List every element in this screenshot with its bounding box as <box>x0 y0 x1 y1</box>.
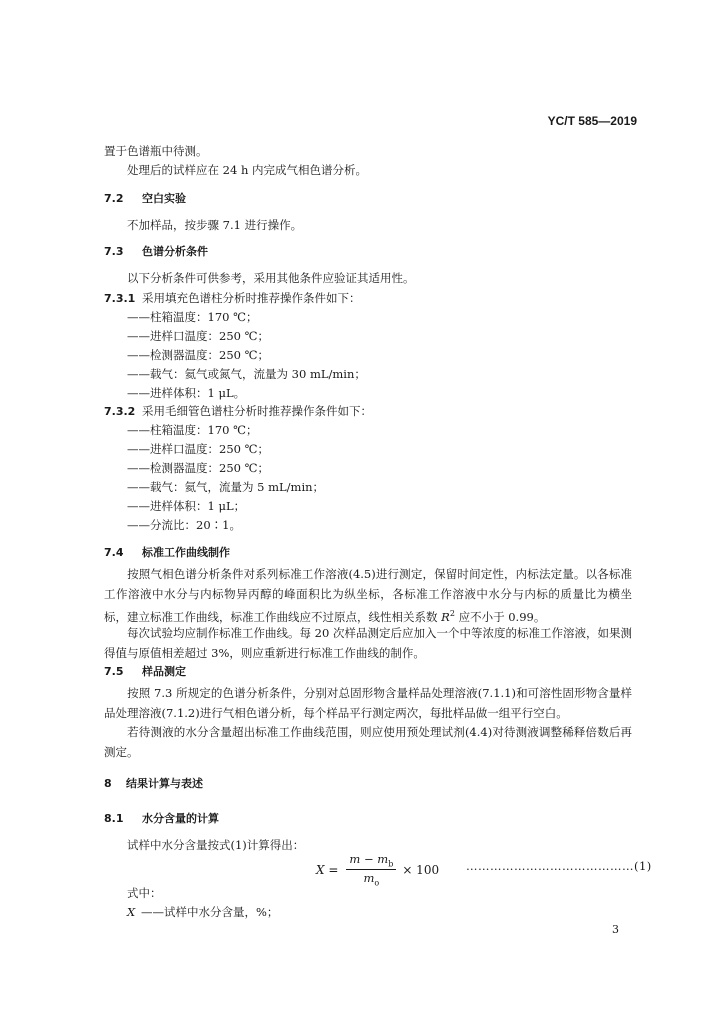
formula-1 <box>316 852 439 888</box>
page-number: 3 <box>612 923 619 936</box>
section-number: 7.2 <box>104 192 124 205</box>
text-line: 处理后的试样应在 24 h 内完成气相色谱分析。 <box>127 163 368 177</box>
section-title: 空白实验 <box>142 192 186 205</box>
section-number: 7.5 <box>104 665 124 678</box>
subsection-number: 7.3.2 <box>104 405 136 418</box>
subsection-text: 采用填充色谱柱分析时推荐操作条件如下： <box>142 291 361 305</box>
formula-numerator: $m - m_b$ <box>346 852 396 870</box>
paragraph: 每次试验均应制作标准工作曲线。每 20 次样品测定后应加入一个中等浓度的标准工作溶液，如果测得值与原值相差超过 3%，则应重新进行标准工作曲线的制作。 <box>104 626 632 660</box>
list-item: ——分流比：20∶1。 <box>127 518 241 532</box>
list-item: ——载气：氦气或氮气，流量为 30 mL/min； <box>127 367 366 381</box>
list-item: ——进样体积：1 μL。 <box>127 386 246 400</box>
section-title: 样品测定 <box>142 665 186 678</box>
formula-multiplier: × 100 <box>402 862 440 877</box>
paragraph: 不加样品，按步骤 7.1 进行操作。 <box>127 218 303 232</box>
variable-definition <box>127 905 278 920</box>
section-number: 7.3 <box>104 245 124 258</box>
subsection-number: 7.3.1 <box>104 292 136 305</box>
symbol-r: R <box>441 609 450 624</box>
section-title: 结果计算与表述 <box>126 777 203 790</box>
formula-denominator: $m_o$ <box>363 871 380 888</box>
section-number: 8 <box>104 777 112 790</box>
section-title: 水分含量的计算 <box>142 812 219 825</box>
section-number: 7.4 <box>104 546 124 559</box>
standard-number: YC/T 585—2019 <box>547 114 637 128</box>
list-item: ——柱箱温度：170 ℃； <box>127 423 258 437</box>
list-item: ——进样体积：1 μL； <box>127 499 246 513</box>
section-heading-7-4 <box>104 545 230 560</box>
list-item: ——进样口温度：250 ℃； <box>127 442 269 456</box>
paragraph: 试样中水分含量按式(1)计算得出： <box>127 838 305 852</box>
text-line: 置于色谱瓶中待测。 <box>104 144 208 158</box>
section-heading-8 <box>104 776 203 791</box>
section-heading-7-2 <box>104 191 186 206</box>
variable-description: ——试样中水分含量，%； <box>141 905 279 919</box>
section-title: 标准工作曲线制作 <box>142 546 230 559</box>
section-heading-7-3 <box>104 244 208 259</box>
where-label: 式中： <box>127 886 162 900</box>
paragraph: 若待测液的水分含量超出标准工作曲线范围，则应使用预处理试剂(4.4)对待测液调整稀释倍数后再测定。 <box>104 725 632 759</box>
equation-number: ……………………………………(1) <box>466 859 652 873</box>
paragraph: 按照 7.3 所规定的色谱分析条件，分别对总固形物含量样品处理溶液(7.1.1)和可溶性固形物含量样品处理溶液(7.1.2)进行气相色谱分析，每个样品平行测定两次，每批样品做一组平行空白。 <box>104 686 632 720</box>
subsection-7-3-2 <box>104 404 372 419</box>
paragraph: 以下分析条件可供参考，采用其他条件应验证其适用性。 <box>127 271 415 285</box>
list-item: ——进样口温度：250 ℃； <box>127 329 269 343</box>
section-heading-7-5 <box>104 664 186 679</box>
formula-lhs: X = <box>316 862 339 877</box>
subsection-text: 采用毛细管色谱柱分析时推荐操作条件如下： <box>142 404 372 418</box>
paragraph: 按照气相色谱分析条件对系列标准工作溶液(4.5)进行测定，保留时间定性，内标法定量。以各标准工作溶液中水分与内标物异丙醇的峰面积比为纵坐标，各标准工作溶液中水分与内标的质量比为横坐标，建立标准工作曲线，标准工作曲线应不过原点，线性相关系数 $R^2$ 应不小于 0.99。 <box>104 567 632 624</box>
list-item: ——检测器温度：250 ℃； <box>127 461 269 475</box>
list-item: ——载气：氦气，流量为 5 mL/min； <box>127 480 325 494</box>
section-number: 8.1 <box>104 812 124 825</box>
formula-fraction <box>346 852 396 888</box>
section-heading-8-1 <box>104 811 219 826</box>
subsection-7-3-1 <box>104 291 361 306</box>
list-item: ——检测器温度：250 ℃； <box>127 348 269 362</box>
variable-symbol: X <box>127 905 136 919</box>
list-item: ——柱箱温度：170 ℃； <box>127 310 258 324</box>
section-title: 色谱分析条件 <box>142 245 208 258</box>
